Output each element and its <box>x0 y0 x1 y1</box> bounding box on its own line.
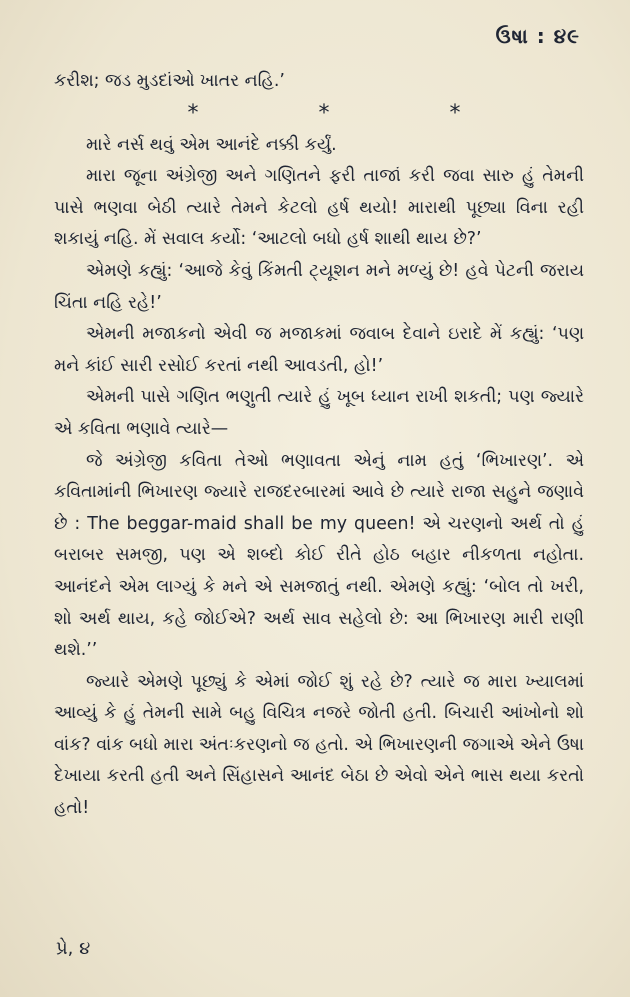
paragraph: જે અંગ્રેજી કવિતા તેઓ ભણાવતા એનું નામ હતું ‘ભિખારણ’. એ કવિતામાંની ભિખારણ જ્યારે રાજદરબારમાં આવે છે ત્યારે રાજા સહુને જણાવે છે : The beggar-maid shall be my queen! એ ચરણનો અર્થ તો હું બરાબર સમજી, પણ એ શબ્દો કોઈ રીતે હોઠ બહાર નીકળતા નહોતા. આનંદને એમ લાગ્યું કે મને એ સમજાતું નથી. એમણે કહ્યું: ‘બોલ તો ખરી, શો અર્થ થાય, કહે જોઈએ? અર્થ સાવ સહેલો છે: આ ભિખારણ મારી રાણી થશે.’’ <box>54 450 584 661</box>
section-break-star: * <box>449 100 461 126</box>
page-body <box>54 66 584 825</box>
section-break <box>54 98 584 130</box>
paragraph: મારા જૂના અંગ્રેજી અને ગણિતને ફરી તાજાં કરી જવા સારુ હું તેમની પાસે ભણવા બેઠી ત્યારે તેમને કેટલો હર્ષ થયો! મારાથી પૂછ્યા વિના રહી શકાયું નહિ. મેં સવાલ કર્યો: ‘આટલો બધો હર્ષ શાથી થાય છે?’ <box>54 166 584 250</box>
section-break-star: * <box>318 100 330 126</box>
paragraph: એમની પાસે ગણિત ભણુતી ત્યારે હું ખૂબ ધ્યાન રાખી શકતી; પણ જ્યારે એ કવિતા ભણાવે ત્યારે— <box>54 387 584 439</box>
paragraph: એમણે કહ્યું: ‘આજે કેવું કિંમતી ટ્યૂશન મને મળ્યું છે! હવે પેટની જરાય ચિંતા નહિ રહે!’ <box>54 260 584 313</box>
paragraph-continuation: કરીશ; જડ મુડદાંઓ ખાતર નહિ.’ <box>54 71 285 91</box>
paragraph: જ્યારે એમણે પૂછ્યું કે એમાં જોઈ શું રહે છે? ત્યારે જ મારા ખ્યાલમાં આવ્યું કે હું તેમની સામે બહુ વિચિત્ર નજરે જોતી હતી. બિચારી આંખોનો શો વાંક? વાંક બધો મારા અંતઃકરણનો જ હતો. એ ભિખારણની જગાએ એને ઉષા દેખાયા કરતી હતી અને સિંહાસને આનંદ બેઠા છે એવો એને ભાસ થયા કરતો હતો! <box>54 671 584 819</box>
running-head: ઉષા : ૪૯ <box>495 24 580 48</box>
printer-signature: પ્રે, ૪ <box>56 938 91 959</box>
section-break-star: * <box>187 100 199 126</box>
paragraph: મારે નર્સ થવું એમ આનંદે નક્કી કર્યું. <box>86 134 337 155</box>
paragraph: એમની મજાકનો એવી જ મજાકમાં જવાબ દેવાને ઇરાદે મેં કહ્યું: ‘પણ મને કાંઈ સારી રસોઈ કરતાં નથી આવડતી, હો!’ <box>54 324 584 376</box>
